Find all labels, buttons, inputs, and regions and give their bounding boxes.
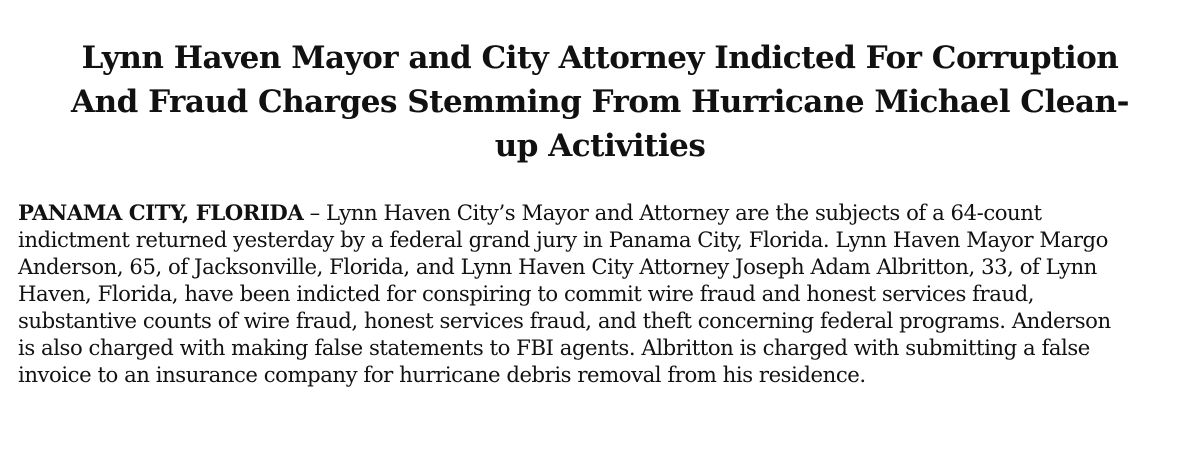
headline-line: And Fraud Charges Stemming From Hurricane Michael Clean- (71, 84, 1129, 120)
truncated-next-paragraph (18, 458, 1193, 467)
paragraph-line: Anderson, 65, of Jacksonville, Florida, and Lynn Haven City Attorney Joseph Adam Albritton, 33, of Lynn (18, 254, 1097, 279)
paragraph-line: Haven, Florida, have been indicted for conspiring to commit wire fraud and honest services fraud, (18, 281, 1035, 306)
paragraph-line-text: – Lynn Haven City’s Mayor and Attorney are the subjects of a 64-count (303, 200, 1042, 225)
dateline: PANAMA CITY, FLORIDA (18, 200, 304, 225)
headline-line: up Activities (494, 128, 706, 164)
paragraph-line: invoice to an insurance company for hurricane debris removal from his residence. (18, 362, 866, 387)
paragraph-line (18, 199, 1193, 226)
article-headline (20, 36, 1180, 168)
paragraph-line: is also charged with making false statements to FBI agents. Albritton is charged with submitting a false (18, 335, 1090, 360)
article-paragraph (18, 199, 1193, 388)
paragraph-line: indictment returned yesterday by a federal grand jury in Panama City, Florida. Lynn Haven Mayor Margo (18, 227, 1108, 252)
paragraph-line: substantive counts of wire fraud, honest services fraud, and theft concerning federal programs. Anderson (18, 308, 1111, 333)
headline-line: Lynn Haven Mayor and City Attorney Indicted For Corruption (81, 40, 1119, 76)
